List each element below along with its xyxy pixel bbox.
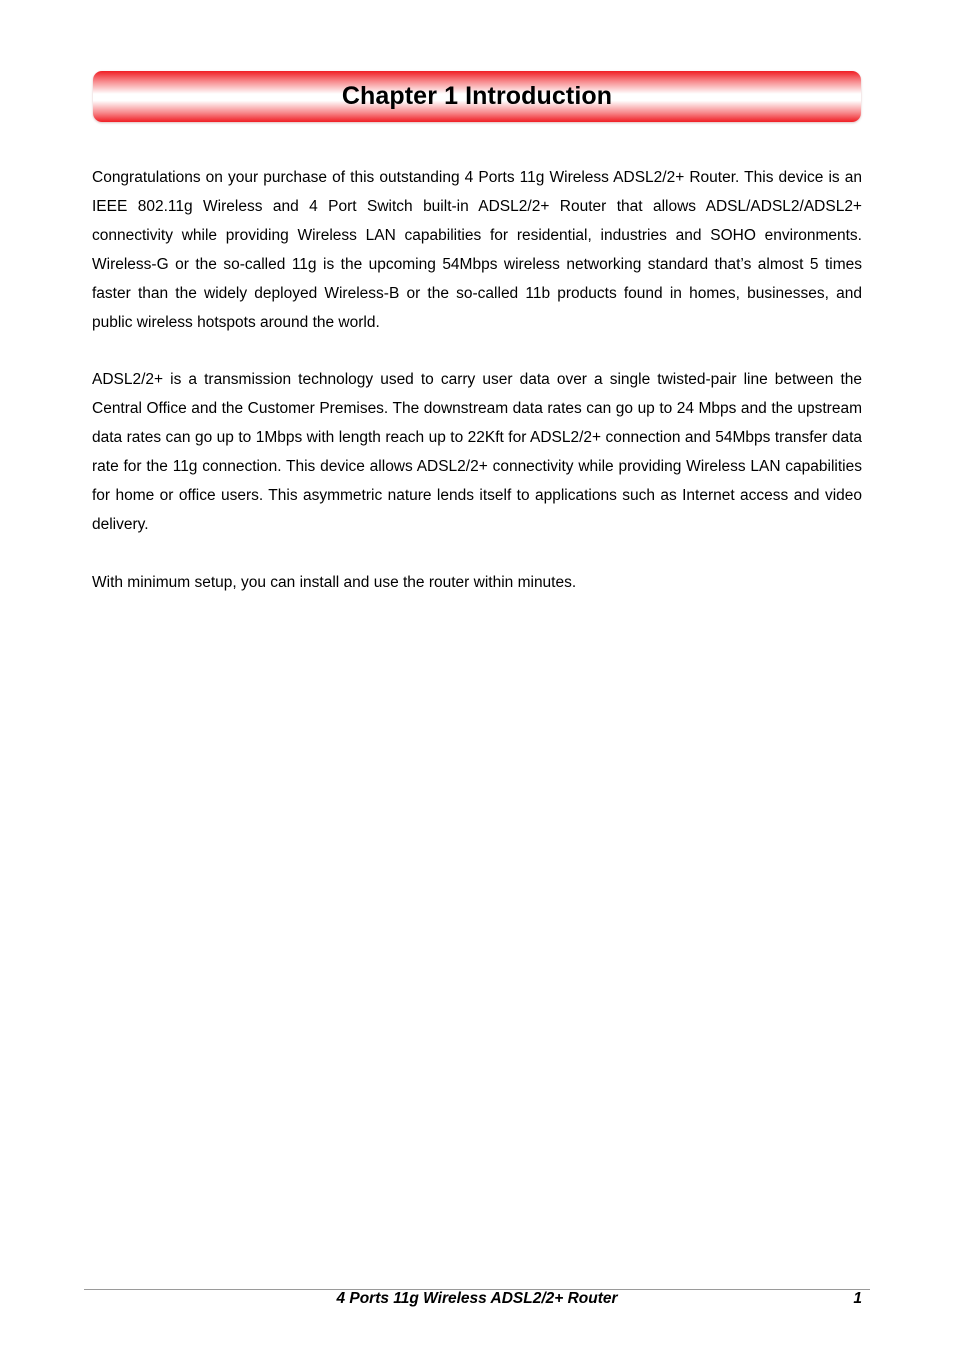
footer-page-number: 1 (853, 1290, 862, 1307)
footer-product-name: 4 Ports 11g Wireless ADSL2/2+ Router (336, 1290, 618, 1307)
chapter-banner (93, 71, 861, 122)
document-body (92, 164, 862, 627)
paragraph-adsl-description: ADSL2/2+ is a transmission technology used to carry user data over a single twisted-pair line between the Central Office and the Customer Premises. The downstream data rates can go up to 24 Mbps and the upstream data rates can go up to 1Mbps with length reach up to 22Kft for ADSL2/2+ connection and 54Mbps transfer data rate for the 11g connection. This device allows ADSL2/2+ connectivity while providing Wireless LAN capabilities for home or office users. This asymmetric nature lends itself to applications such as Internet access and video delivery. (92, 371, 862, 533)
paragraph-setup-note: With minimum setup, you can install and use the router within minutes. (92, 573, 577, 591)
paragraph-introduction: Congratulations on your purchase of this outstanding 4 Ports 11g Wireless ADSL2/2+ Router. This device is an IEEE 802.11g Wireless and 4 Port Switch built-in ADSL2/2+ Router that allows ADSL/ADSL2/ADSL2+ connectivity while providing Wireless LAN capabilities for residential, industries and SOHO environments. Wireless-G or the so-called 11g is the upcoming 54Mbps wireless networking standard that’s almost 5 times faster than the widely deployed Wireless-B or the so-called 11b products found in homes, businesses, and public wireless hotspots around the world. (92, 169, 862, 331)
chapter-title: Chapter 1 Introduction (341, 82, 613, 110)
